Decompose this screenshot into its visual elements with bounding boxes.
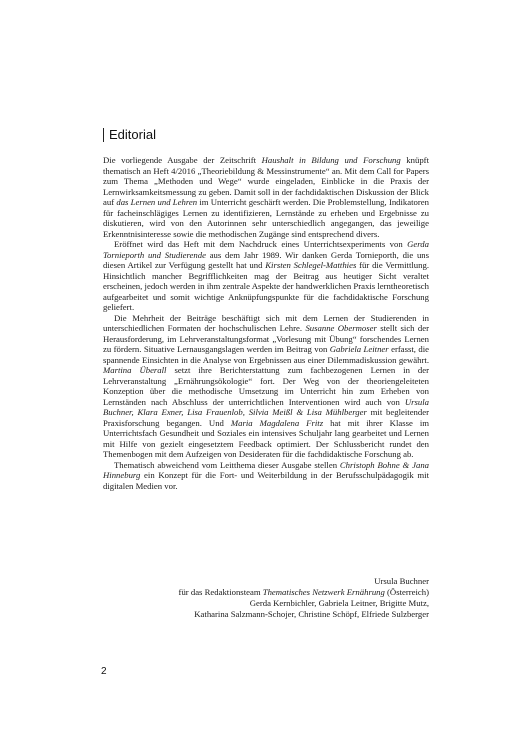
signature-members-1: Gerda Kernbichler, Gabriela Leitner, Brigitte Mutz, (249, 598, 429, 608)
italic-run: das Lernen und Lehren (116, 197, 198, 207)
signature-name: Ursula Buchner (374, 576, 429, 586)
signature-team-suffix: (Österreich) (384, 587, 429, 597)
italic-run: Haushalt in Bildung und Forschung (261, 155, 401, 165)
text-run: aus dem Jahr 1989. Wir danken Gerda Tornieporth, die uns diesen Artikel zur Verfügung gestellt hat und (103, 249, 430, 270)
italic-run: Maria Magdalena Fritz (230, 417, 324, 428)
text-run: erfasst, die spannende Einsichten in die Analyse von Ergebnissen aus einer Dilemmadiskussion gewährt. (103, 344, 429, 365)
editorial-body (103, 155, 429, 491)
italic-run: Susanne Obermoser (305, 323, 377, 333)
text-run: knüpft thematisch an Heft 4/2016 „Theoriebildung & Messinstrumente“ an. Mit dem Call for Papers zum Thema „Methoden und Wege“ wurde eingeladen, Einblicke in die Praxis der Lernwirksamkeitsmessung zu geben. Damit soll in der fachdidaktischen Diskussion der Blick auf (103, 155, 429, 207)
signature-block (103, 576, 429, 620)
italic-run: Gabriela Leitner (329, 344, 389, 354)
paragraph (103, 155, 429, 239)
italic-run: Christoph Bohne & Jana Hinneburg (103, 459, 430, 480)
paragraph (103, 313, 429, 460)
text-run: stellt sich der Herausforderung, im Lehrveranstaltungsformat „Vorlesung mit Übung“ forschendes Lernen zu fördern. Situative Lernausgangslagen werden im Beitrag von (103, 323, 430, 354)
italic-run: Ursula Buchner, Klara Exner, Lisa Frauenlob, Silvia Meißl & Lisa Mühlberger (103, 396, 429, 417)
italic-run: Martina Überall (103, 365, 167, 375)
italic-run: Gerda Tornieporth und Studierende (103, 239, 429, 260)
text-run: Eröffnet wird das Heft mit dem Nachdruck eines Unterrichtsexperiments von (114, 239, 408, 249)
page-number: 2 (101, 666, 107, 677)
text-run: Die Mehrheit der Beiträge beschäftigt sich mit dem Lernen der Studierenden in unterschiedlichen Formaten der hochschulischen Lehre. (103, 312, 429, 333)
text-run: hat mit ihrer Klasse im Unterrichtsfach Gesundheit und Soziales ein intensives Schuljahr lang gearbeitet und Lernen mit Hilfe von gezielt eingesetztem Feedback optimiert. Der Schlussbericht rundet den Themenbogen mit dem Aufzeigen von Desideraten für die fachdidaktische Forschung ab. (103, 417, 429, 459)
text-run: im Unterricht geschärft werden. Die Problemstellung, Indikatoren für facheinschlägiges Lernen zu identifizieren, Lernstände zu erheben und Ergebnisse zu diskutieren, wird von den Autorinnen sehr unterschiedlich angegangen, das jeweilige Erkenntnisinteresse sowie die methodischen Zugänge sind entsprechend divers. (103, 197, 429, 239)
section-heading: Editorial (103, 128, 156, 142)
paragraph (103, 239, 429, 313)
signature-members-2: Katharina Salzmann-Schojer, Christine Schöpf, Elfriede Sulzberger (194, 609, 429, 619)
text-run: Die vorliegende Ausgabe der Zeitschrift (103, 155, 262, 165)
italic-run: Kirsten Schlegel-Matthies (265, 260, 357, 270)
text-run: mit begleitender Praxisforschung begangen. Und (103, 407, 429, 428)
text-run: Thematisch abweichend vom Leitthema dieser Ausgabe stellen (114, 459, 340, 470)
signature-team-prefix: für das Redaktionsteam (178, 587, 263, 597)
paragraph (103, 460, 429, 492)
signature-team-name: Thematisches Netzwerk Ernährung (262, 587, 385, 597)
text-run: für die Vermittlung. Hinsichtlich mancher Begrifflichkeiten mag der Beitrag aus heutiger Sicht veraltet erscheinen, jedoch werden in ihm zentrale Aspekte der handwerklichen Praxis lerntheoretisch aufgearbeitet und somit wichtige Anknüpfungspunkte für die fachdidaktische Forschung geliefert. (103, 260, 429, 312)
text-run: setzt ihre Berichterstattung zum fachbezogenen Lernen in der Lehrveranstaltung „Ernährungsökologie“ fort. Der Weg von der theoriengeleiteten Konzeption über die methodische Umsetzung im Unterricht hin zum Erheben von Lernständen nach Abschluss der unterrichtlichen Interventionen wird auch von (103, 365, 429, 407)
signature-team (103, 587, 429, 598)
text-run: ein Konzept für die Fort- und Weiterbildung in der Berufsschulpädagogik mit digitalen Medien vor. (103, 470, 429, 491)
